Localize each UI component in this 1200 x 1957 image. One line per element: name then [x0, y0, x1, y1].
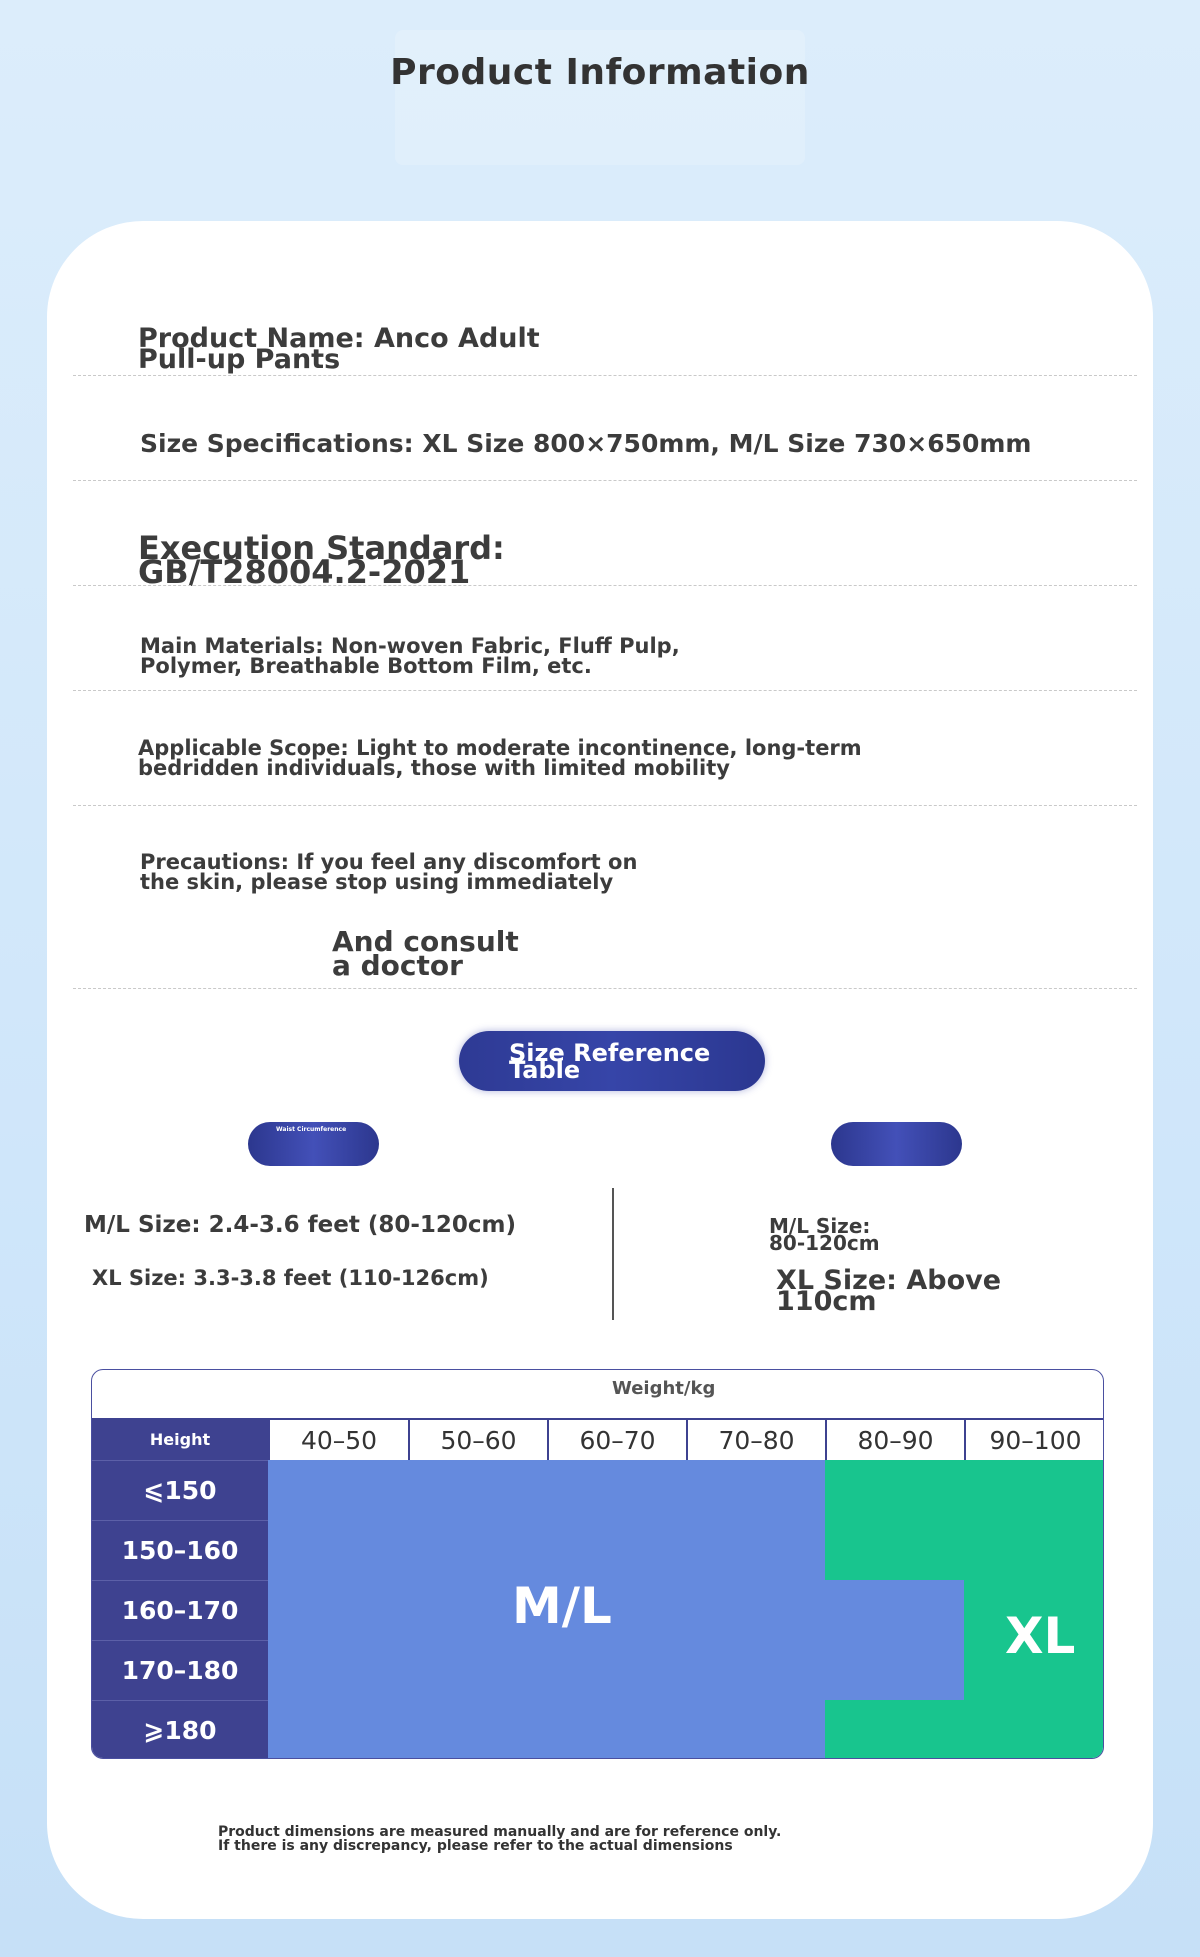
height-row-label: ⩽150 [92, 1460, 268, 1520]
size-reference-label: Size Reference Table [509, 1039, 711, 1084]
height-header: Height [92, 1418, 268, 1460]
row-divider [73, 805, 1137, 806]
waist-xl: XL Size: 3.3-3.8 feet (110-126cm) [92, 1266, 489, 1290]
right-xl: XL Size: Above 110cm [776, 1265, 1002, 1317]
xl-label: XL [1005, 1607, 1076, 1665]
row-divider [73, 690, 1137, 691]
page-title: Product Information [390, 52, 810, 93]
footnote: Product dimensions are measured manually and are for reference only. If there is any discrepancy, please refer to the actual dimensions [218, 1824, 782, 1854]
column-divider [612, 1188, 614, 1320]
applicable-scope: Applicable Scope: Light to moderate incontinence, long-term bedridden individuals, those with limited mobility [138, 736, 862, 780]
weight-column-header: 60–70 [547, 1418, 686, 1460]
height-row-label: 170–180 [92, 1640, 268, 1700]
product-name: Product Name: Anco Adult Pull-up Pants [138, 323, 540, 375]
title-backdrop [395, 30, 805, 165]
right-ml: M/L Size: 80-120cm [769, 1214, 880, 1255]
size-specifications: Size Specifications: XL Size 800×750mm, M/L Size 730×650mm [140, 429, 1032, 458]
size-table [91, 1369, 1104, 1759]
height-row-label: 160–170 [92, 1580, 268, 1640]
ml-label: M/L [512, 1577, 612, 1635]
weight-column-header: 40–50 [268, 1418, 408, 1460]
size-reference-button[interactable] [459, 1031, 765, 1091]
waist-ml: M/L Size: 2.4-3.6 feet (80-120cm) [84, 1212, 517, 1238]
row-divider [73, 480, 1137, 481]
xl-zone [825, 1460, 1104, 1580]
xl-zone [825, 1700, 1104, 1759]
height-row-label: ⩾180 [92, 1700, 268, 1759]
hip-pill [831, 1122, 962, 1166]
consult-doctor: And consult a doctor [332, 925, 519, 982]
weight-column-header: 70–80 [686, 1418, 825, 1460]
ml-zone-extension [825, 1580, 964, 1700]
weight-column-header: 90–100 [964, 1418, 1104, 1460]
height-row-label: 150–160 [92, 1520, 268, 1580]
weight-header: Weight/kg [612, 1378, 716, 1399]
waist-circumference-pill [248, 1122, 379, 1166]
main-materials: Main Materials: Non-woven Fabric, Fluff Pulp, Polymer, Breathable Bottom Film, etc. [140, 634, 680, 678]
weight-column-header: 80–90 [825, 1418, 964, 1460]
weight-column-header: 50–60 [408, 1418, 547, 1460]
row-divider [73, 375, 1137, 376]
execution-standard: Execution Standard: GB/T28004.2-2021 [138, 529, 505, 591]
precautions: Precautions: If you feel any discomfort on the skin, please stop using immediately [140, 850, 638, 894]
row-divider [73, 585, 1137, 586]
row-divider [73, 988, 1137, 989]
waist-circumference-label: Waist Circumference [276, 1126, 347, 1133]
